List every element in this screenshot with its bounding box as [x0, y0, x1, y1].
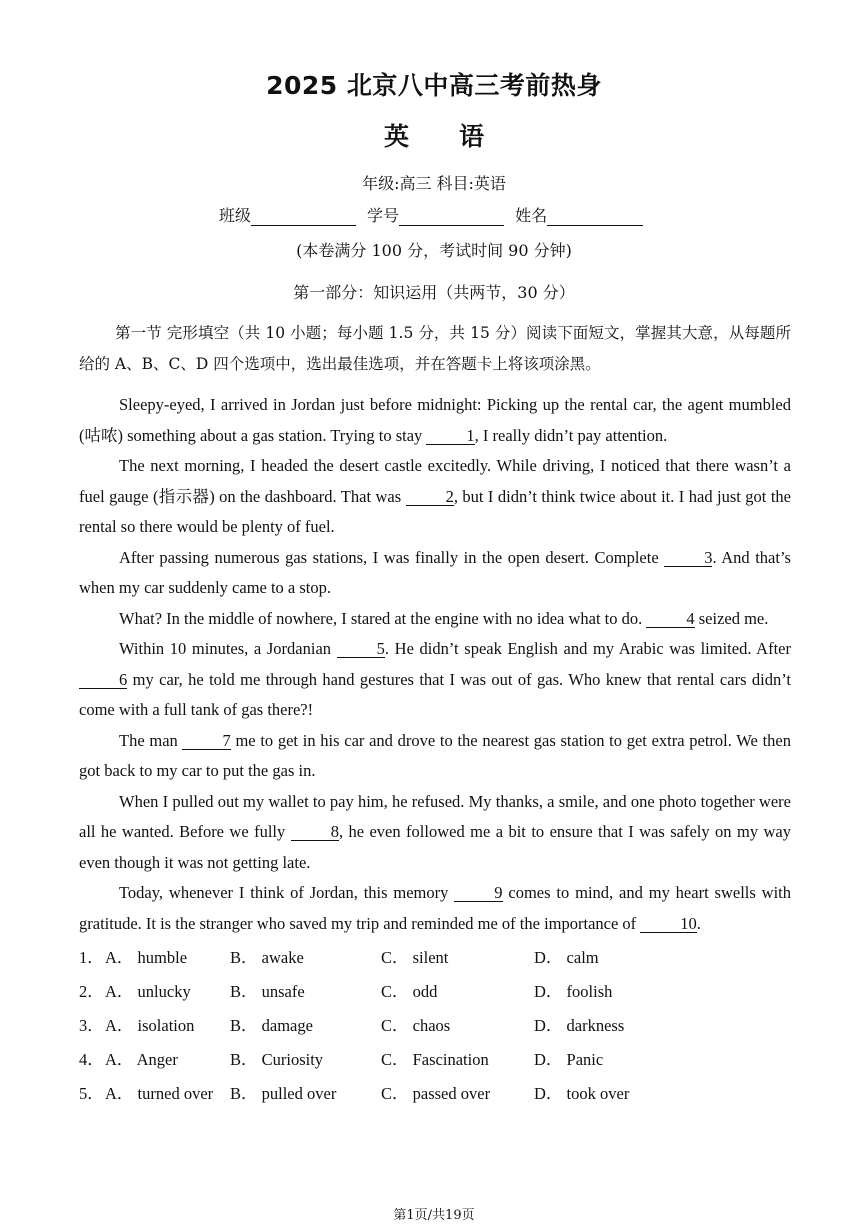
passage-paragraph — [79, 726, 791, 787]
option-a: A． Anger — [105, 1050, 178, 1069]
passage-text: me to get in his car and drove to the nearest gas station to get extra petrol. We then got back to my car to put the gas in. — [79, 730, 791, 780]
cloze-blank: 1 — [426, 427, 474, 445]
passage-text: After passing numerous gas stations, I was finally in the open desert. Complete — [119, 547, 665, 567]
part-title: 第一部分：知识运用（共两节，30 分） — [293, 283, 575, 302]
question-options — [79, 944, 791, 1114]
question-row — [79, 944, 791, 978]
passage-text: , he even followed me a bit to ensure that I was safely on my way even though it was not getting late. — [79, 822, 791, 872]
option-c: C． passed over — [381, 1084, 491, 1103]
passage-text: What? In the middle of nowhere, I stared at the engine with no idea what to do. — [119, 608, 647, 628]
question-number: 4． — [79, 1050, 104, 1069]
exam-note: (本卷满分 100 分，考试时间 90 分钟) — [296, 241, 572, 260]
passage-paragraph — [79, 787, 791, 879]
passage-text: Sleepy-eyed, I arrived in Jordan just before midnight: Picking up the rental car, the agent mumbled (咕哝) something about a gas station. Trying to stay — [79, 395, 791, 445]
option-b: B． damage — [230, 1016, 313, 1035]
option-b: B． unsafe — [230, 982, 305, 1001]
question-row — [79, 1080, 791, 1114]
option-c: C． silent — [381, 948, 449, 967]
id-label: 学号 — [366, 206, 399, 225]
option-d: D． calm — [534, 948, 599, 967]
passage-text: my car, he told me through hand gestures that I was out of gas. Who knew that rental cars didn’t come with a full tank of gas there?! — [79, 669, 791, 719]
question-number: 2． — [79, 982, 104, 1001]
passage-text: . He didn’t speak English and my Arabic was limited. After — [384, 639, 791, 658]
exam-title: 2025 北京八中高三考前热身 — [266, 71, 602, 100]
option-c: C． Fascination — [381, 1050, 489, 1069]
passage-text: The next morning, I headed the desert castle excitedly. While driving, I noticed that there wasn’t a fuel gauge (指示器) on the dashboard. That was — [79, 456, 791, 506]
class-blank — [251, 208, 356, 226]
option-d: D． darkness — [534, 1016, 625, 1035]
option-a: A． humble — [105, 948, 188, 967]
grade-subject-line: 年级:高三 科目:英语 — [362, 174, 506, 193]
option-b: B． pulled over — [230, 1084, 337, 1103]
cloze-blank: 4 — [646, 610, 694, 628]
passage-paragraph — [79, 878, 791, 939]
cloze-blank: 6 — [79, 671, 127, 689]
cloze-blank: 8 — [291, 823, 339, 841]
passage-paragraph — [79, 451, 791, 543]
cloze-blank: 9 — [454, 884, 502, 902]
cloze-passage — [79, 390, 791, 939]
passage-text: The man — [119, 730, 183, 750]
question-number: 5． — [79, 1084, 104, 1103]
question-number: 3． — [79, 1016, 104, 1035]
question-row — [79, 1046, 791, 1080]
question-number: 1． — [79, 948, 104, 967]
option-d: D． foolish — [534, 982, 613, 1001]
option-b: B． awake — [230, 948, 304, 967]
question-row — [79, 1012, 791, 1046]
option-b: B． Curiosity — [230, 1050, 324, 1069]
passage-text: seized me. — [694, 608, 769, 628]
option-a: A． turned over — [105, 1084, 214, 1103]
section-instruction: 第一节 完形填空（共 10 小题；每小题 1.5 分，共 15 分）阅读下面短文，掌握其大意，从每题所给的 A、B、C、D 四个选项中，选出最佳选项，并在答题卡上将该项涂黑。 — [79, 324, 791, 373]
passage-text: , but I didn’t think twice about it. I had just got the rental so there would be plenty of fuel. — [79, 486, 791, 536]
passage-text: When I pulled out my wallet to pay him, he refused. My thanks, a smile, and one photo together were all he wanted. Before we fully — [79, 791, 791, 841]
passage-paragraph — [79, 543, 791, 604]
cloze-blank: 7 — [182, 732, 230, 750]
option-a: A． unlucky — [105, 982, 191, 1001]
cloze-blank: 5 — [337, 640, 385, 658]
option-c: C． chaos — [381, 1016, 451, 1035]
passage-text: , I really didn’t pay attention. — [474, 425, 668, 445]
passage-paragraph — [79, 604, 791, 635]
question-row — [79, 978, 791, 1012]
passage-paragraph — [79, 634, 791, 726]
passage-text: . — [696, 913, 701, 933]
student-info-line — [0, 203, 868, 226]
cloze-blank: 10 — [640, 915, 697, 933]
id-blank — [399, 208, 504, 226]
option-d: D． Panic — [534, 1050, 604, 1069]
class-label: 班级 — [218, 206, 251, 225]
option-d: D． took over — [534, 1084, 630, 1103]
option-a: A． isolation — [105, 1016, 195, 1035]
page-footer: 第1页/共19页 — [393, 1208, 475, 1223]
passage-text: Within 10 minutes, a Jordanian — [119, 639, 337, 658]
passage-text: . And that’s when my car suddenly came to a stop. — [79, 547, 791, 597]
subject-title: 英 语 — [383, 122, 484, 151]
name-label: 姓名 — [515, 206, 548, 225]
passage-paragraph — [79, 390, 791, 451]
option-c: C． odd — [381, 982, 438, 1001]
passage-text: comes to mind, and my heart swells with gratitude. It is the stranger who saved my trip and reminded me of the importance of — [79, 883, 791, 933]
name-blank — [547, 208, 643, 226]
passage-text: Today, whenever I think of Jordan, this memory — [119, 883, 455, 902]
cloze-blank: 3 — [664, 549, 712, 567]
cloze-blank: 2 — [406, 488, 454, 506]
